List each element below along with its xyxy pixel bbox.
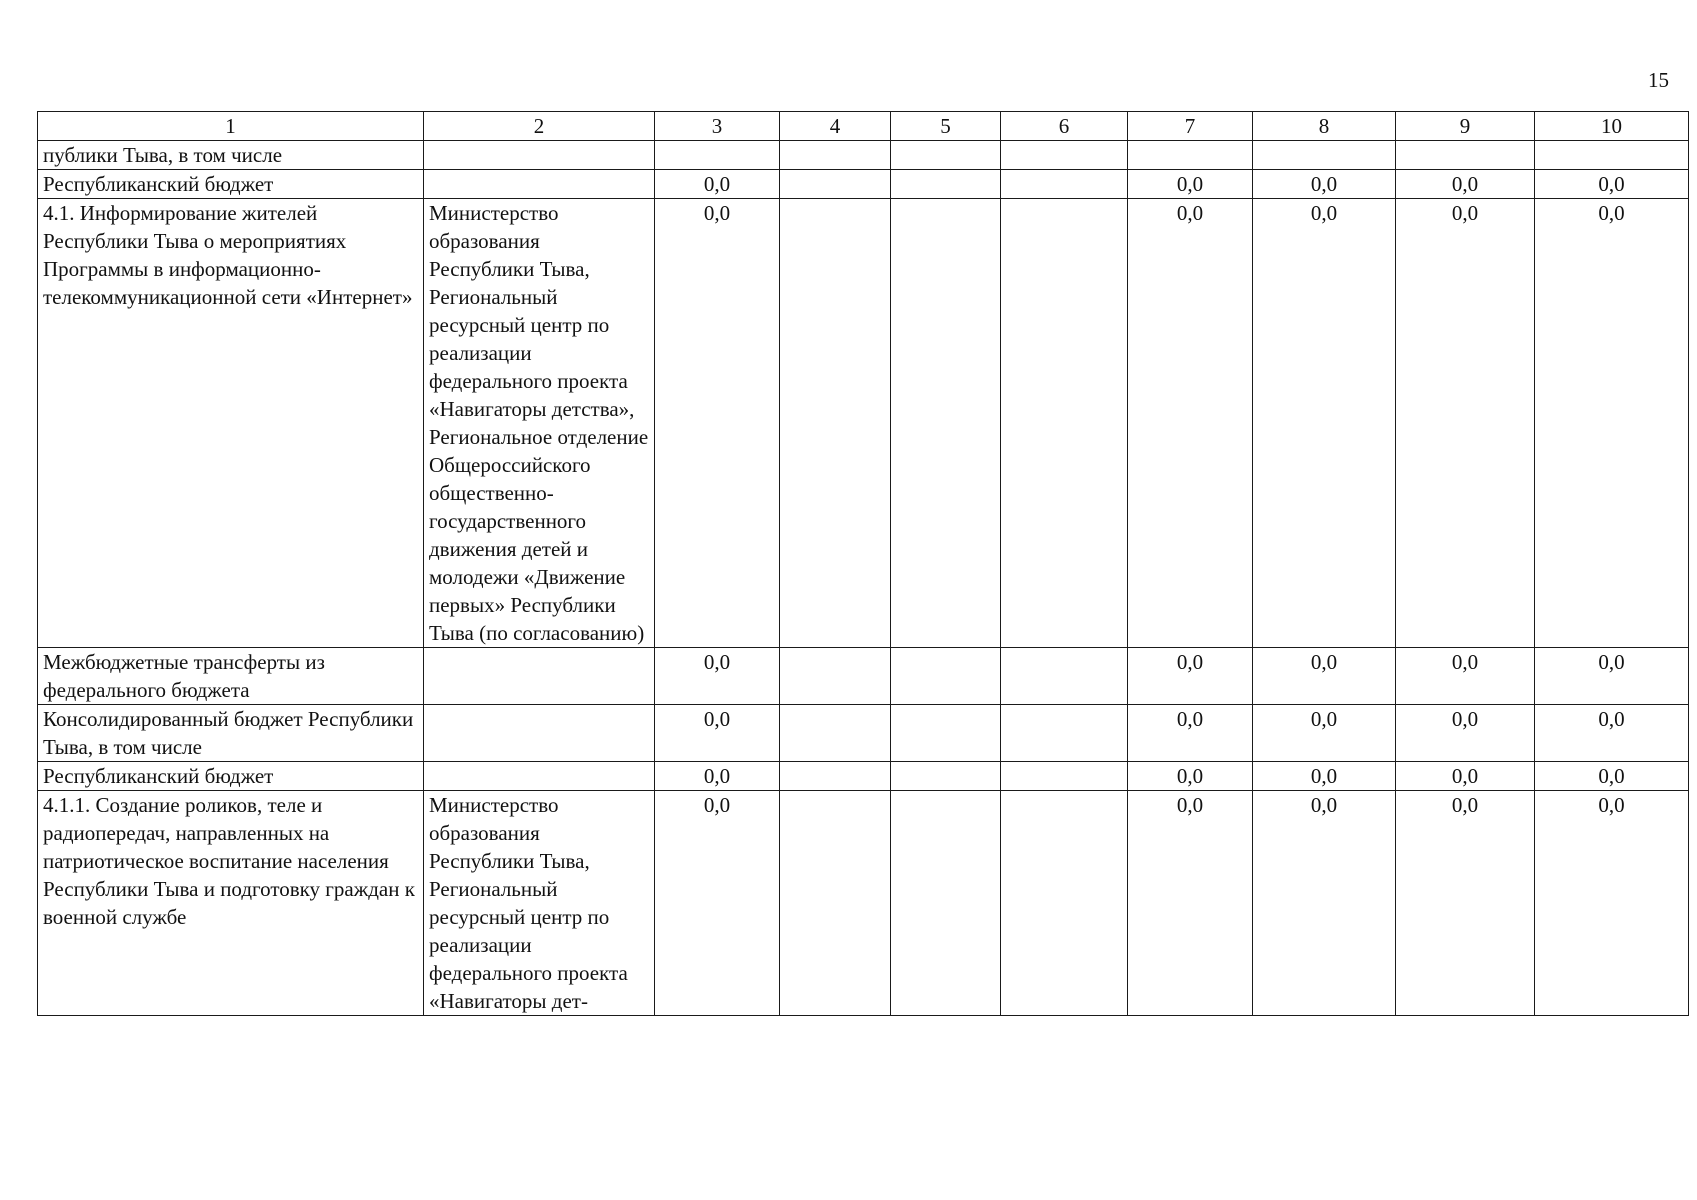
column-header: 9 xyxy=(1396,112,1535,141)
row-label: 4.1.1. Создание роликов, теле и радиопередач, направленных на патриотическое воспитание населения Республики Тыва и подготовку граждан к военной службе xyxy=(38,791,424,1016)
column-header: 5 xyxy=(891,112,1001,141)
value-cell: 0,0 xyxy=(655,791,780,1016)
table-row xyxy=(38,705,1689,762)
row-label: публики Тыва, в том числе xyxy=(38,141,424,170)
value-cell xyxy=(1535,141,1689,170)
value-cell: 0,0 xyxy=(1128,199,1253,648)
value-cell xyxy=(891,705,1001,762)
value-cell: 0,0 xyxy=(1253,762,1396,791)
page-number: 15 xyxy=(1648,68,1669,92)
value-cell: 0,0 xyxy=(1128,762,1253,791)
value-cell xyxy=(891,170,1001,199)
row-org xyxy=(424,141,655,170)
value-cell: 0,0 xyxy=(1128,170,1253,199)
value-cell: 0,0 xyxy=(1396,791,1535,1016)
value-cell: 0,0 xyxy=(1396,762,1535,791)
value-cell xyxy=(1001,648,1128,705)
row-org xyxy=(424,648,655,705)
value-cell xyxy=(780,762,891,791)
value-cell xyxy=(891,762,1001,791)
value-cell xyxy=(891,791,1001,1016)
value-cell xyxy=(1396,141,1535,170)
value-cell: 0,0 xyxy=(1396,199,1535,648)
value-cell: 0,0 xyxy=(1396,648,1535,705)
value-cell: 0,0 xyxy=(1253,791,1396,1016)
value-cell: 0,0 xyxy=(1128,791,1253,1016)
value-cell: 0,0 xyxy=(1535,791,1689,1016)
value-cell: 0,0 xyxy=(1253,199,1396,648)
column-header: 2 xyxy=(424,112,655,141)
value-cell xyxy=(891,141,1001,170)
value-cell: 0,0 xyxy=(655,648,780,705)
row-label: Республиканский бюджет xyxy=(38,762,424,791)
value-cell xyxy=(780,170,891,199)
table-row xyxy=(38,648,1689,705)
row-org xyxy=(424,705,655,762)
table-row xyxy=(38,762,1689,791)
table-row xyxy=(38,170,1689,199)
row-label: Республиканский бюджет xyxy=(38,170,424,199)
row-org xyxy=(424,170,655,199)
value-cell: 0,0 xyxy=(1535,648,1689,705)
table-row xyxy=(38,791,1689,1016)
column-header: 1 xyxy=(38,112,424,141)
value-cell xyxy=(780,705,891,762)
value-cell: 0,0 xyxy=(1396,170,1535,199)
value-cell xyxy=(1001,791,1128,1016)
value-cell xyxy=(1001,199,1128,648)
column-header: 8 xyxy=(1253,112,1396,141)
column-header: 6 xyxy=(1001,112,1128,141)
row-label: 4.1. Информирование жителей Республики Тыва о мероприятиях Программы в информационно-телекоммуникационной сети «Интернет» xyxy=(38,199,424,648)
value-cell: 0,0 xyxy=(655,199,780,648)
value-cell: 0,0 xyxy=(1253,705,1396,762)
value-cell: 0,0 xyxy=(1535,170,1689,199)
value-cell: 0,0 xyxy=(1535,705,1689,762)
column-header: 10 xyxy=(1535,112,1689,141)
value-cell xyxy=(1001,170,1128,199)
value-cell xyxy=(780,791,891,1016)
column-header: 4 xyxy=(780,112,891,141)
value-cell xyxy=(780,648,891,705)
value-cell: 0,0 xyxy=(1253,170,1396,199)
row-org: Министерство образования Республики Тыва, Региональный ресурсный центр по реализации федерального проекта «Навигаторы дет- xyxy=(424,791,655,1016)
value-cell xyxy=(1001,705,1128,762)
value-cell xyxy=(780,199,891,648)
value-cell: 0,0 xyxy=(655,170,780,199)
value-cell xyxy=(891,199,1001,648)
value-cell: 0,0 xyxy=(655,762,780,791)
budget-table xyxy=(37,111,1689,1016)
row-org xyxy=(424,762,655,791)
table-row xyxy=(38,199,1689,648)
value-cell xyxy=(655,141,780,170)
value-cell: 0,0 xyxy=(1253,648,1396,705)
row-label: Консолидированный бюджет Республики Тыва, в том числе xyxy=(38,705,424,762)
column-header: 3 xyxy=(655,112,780,141)
value-cell xyxy=(1128,141,1253,170)
value-cell: 0,0 xyxy=(1128,648,1253,705)
value-cell: 0,0 xyxy=(1128,705,1253,762)
value-cell: 0,0 xyxy=(1396,705,1535,762)
value-cell xyxy=(1001,762,1128,791)
column-header: 7 xyxy=(1128,112,1253,141)
header-row xyxy=(38,112,1689,141)
value-cell: 0,0 xyxy=(1535,762,1689,791)
value-cell xyxy=(780,141,891,170)
value-cell: 0,0 xyxy=(1535,199,1689,648)
value-cell xyxy=(1001,141,1128,170)
value-cell xyxy=(891,648,1001,705)
value-cell xyxy=(1253,141,1396,170)
table-row xyxy=(38,141,1689,170)
row-org: Министерство образования Республики Тыва, Региональный ресурсный центр по реализации федерального проекта «Навигаторы детства», Региональное отделение Общероссийского общественно-государственного движения детей и молодежи «Движение первых» Республики Тыва (по согласованию) xyxy=(424,199,655,648)
row-label: Межбюджетные трансферты из федерального бюджета xyxy=(38,648,424,705)
value-cell: 0,0 xyxy=(655,705,780,762)
